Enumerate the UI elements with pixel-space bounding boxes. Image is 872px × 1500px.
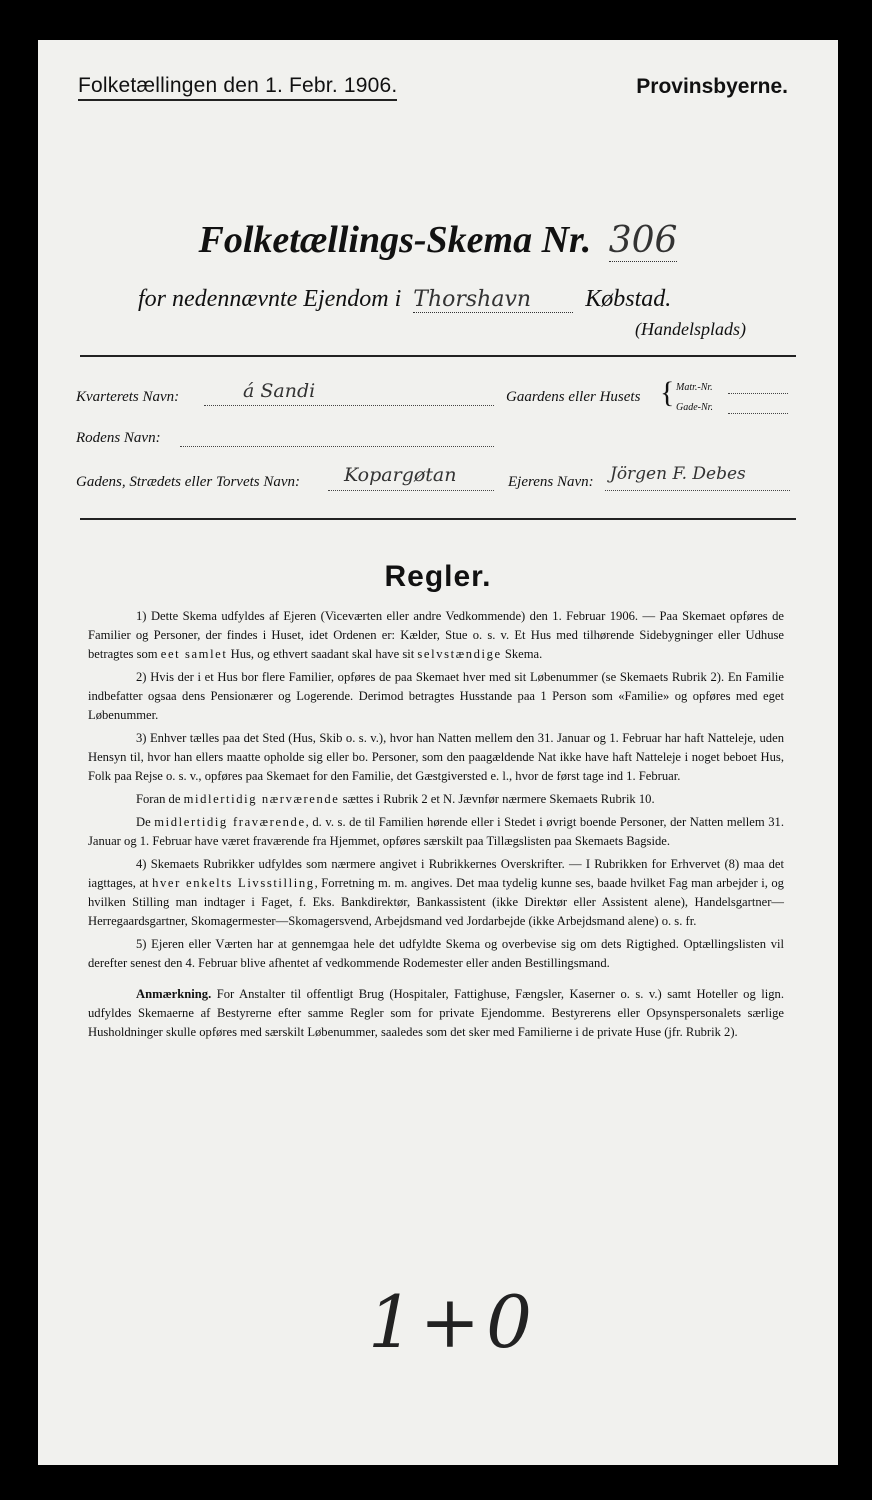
gaard-brace: { [660,376,675,409]
matr-label: Matr.-Nr. [676,382,713,393]
rule-3-absent: De midlertidig fraværende, d. v. s. de til Familien hørende eller i Stedet i øvrigt boende Personer, der Natten mellem 31. Januar og 1. Februar have været fraværende fra Hjemmet, opføres særskilt paa Tillægslisten paa Skemaets Bagside. [88,815,784,848]
form-number-handwritten: 306 [608,220,678,261]
census-form-sheet [38,40,838,1465]
ejer-line [605,489,790,491]
kvarter-label: Kvarterets Navn: [76,389,180,405]
gade-nr-label: Gade-Nr. [676,402,713,413]
matr-line [728,392,788,394]
rule-3: 3) Enhver tælles paa det Sted (Hus, Skib o. s. v.), hvor han Natten mellem den 31. Januar og 1. Februar har haft Natteleje, uden Hensyn til, hvor han ellers maatte opholde sig eller bo. Personer, som den paagældende Nat ikke have haft Natteleje i noget beboet Hus, Folk paa Rejse o. s. v., opføres paa Skemaet for den Familie, det Gæstgiversted e. l., hvor de først tage ind 1. Februar. [88,731,784,783]
subtitle-alternative: (Handelsplads) [635,319,746,339]
subtitle-suffix: Købstad. [585,286,672,312]
rule-2: 2) Hvis der i et Hus bor flere Familier, opføres de paa Skemaet hver med sit Løbenummer (se Skemaets Rubrik 2). En Familie indbefatter ogsaa dens Pensionærer og Logerende. Derimod betragtes Husstande paa 1 Person som «Familie» og opføres med eget Løbenummer. [88,670,784,722]
rules-title: Regler. [384,560,492,593]
handwritten-count: 1+0 [368,1280,538,1364]
divider-top [80,355,796,357]
kvarter-value: á Sandi [243,380,316,402]
rule-note: Anmærkning. For Anstalter til offentligt Brug (Hospitaler, Fattighuse, Fængsler, Kaserner o. s. v.) samt Hoteller og lign. udfyldes Skemaerne af Bestyrerne efter samme Regler som for private Ejendomme. Bestyrerens eller Opsynspersonalets særlige Husholdninger skulle opføres med særskilt Løbenummer, saaledes som det sker med Familierne i de private Huse (jfr. Rubrik 2). [88,987,784,1039]
subtitle-prefix: for nedennævnte Ejendom i [138,286,402,312]
region-heading: Provinsbyerne. [636,75,788,98]
form-title [38,218,838,262]
divider-bottom [80,518,796,520]
ejer-label: Ejerens Navn: [508,474,594,490]
rule-4: 4) Skemaets Rubrikker udfyldes som nærmere angivet i Rubrikkernes Overskrifter. — I Rubrikken for Erhvervet (8) maa det iagttages, at hver enkelts Livsstilling, Forretning m. m. angives. Det maa tydelig kunne ses, baade hvilket Fag man arbejder i, og hvilken Stilling man indtager i Faget, f. Eks. Bankdirektør, Bankassistent (ikke Direktør eller Assistent alene), Handelsgartner—Herregaardsgartner, Skomagermester—Skomagersvend, Arbejdsmand ved Jordarbejde (ikke Arbejdsmand alene) o. s. fr. [88,857,784,928]
form-subtitle [138,286,671,313]
gade-nr-line [728,412,788,414]
town-handwritten: Thorshavn [413,287,573,313]
gaard-label: Gaardens eller Husets [506,389,641,405]
gade-navn-label: Gadens, Strædets eller Torvets Navn: [76,474,301,490]
rule-5: 5) Ejeren eller Værten har at gennemgaa hele det udfyldte Skema og overbevise sig om dets Rigtighed. Optællingslisten vil derefter senest den 4. Februar blive afhentet af vedkommende Rodemester eller anden Bestillingsmand. [88,937,784,970]
rode-line [180,445,494,447]
census-date-heading: Folketællingen den 1. Febr. 1906. [78,74,397,101]
kvarter-line [204,404,494,406]
form-title-text: Folketællings-Skema Nr. [198,219,592,261]
gade-navn-line [328,489,494,491]
rode-label: Rodens Navn: [76,430,161,446]
gade-navn-value: Kopargøtan [344,464,457,486]
rules-body [88,607,784,1046]
rule-1: 1) Dette Skema udfyldes af Ejeren (Viceværten eller andre Vedkommende) den 1. Februar 1906. — Paa Skemaet opføres de Familier og Personer, der findes i Huset, idet Ordenen er: Kælder, Stue o. s. v. Et Hus med tilhørende Sidebygninger eller Udhuse betragtes som eet samlet Hus, og ethvert saadant skal have sit selvstændige Skema. [88,609,784,661]
rule-3-present: Foran de midlertidig nærværende sættes i Rubrik 2 et N. Jævnfør nærmere Skemaets Rubrik 10. [136,792,655,806]
ejer-value: Jörgen F. Debes [610,464,746,484]
